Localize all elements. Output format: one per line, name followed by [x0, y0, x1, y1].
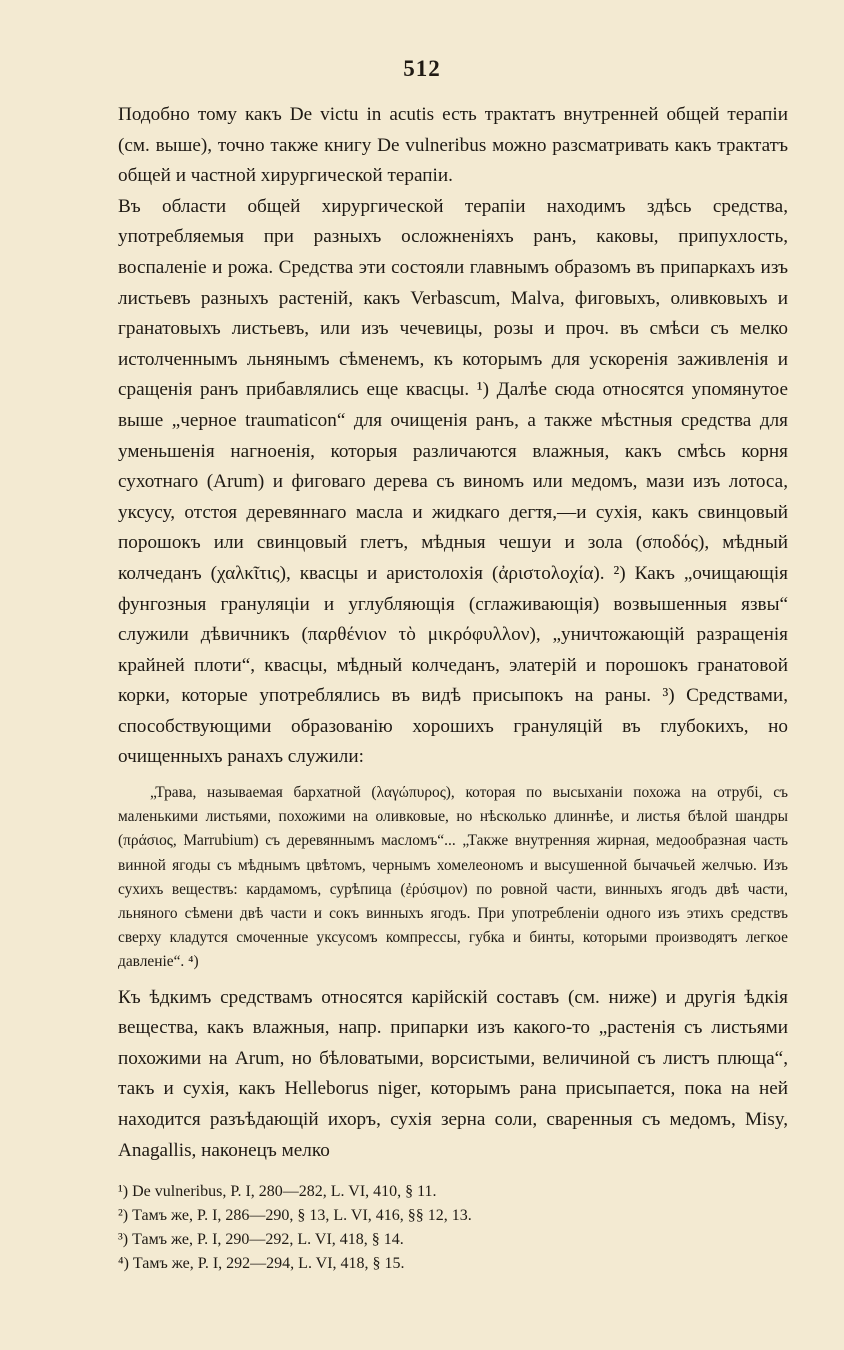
paragraph: Подобно тому какъ De victu in acutis есть трактатъ внутренней общей терапіи (см. выше), точно также книгу De vulneribus можно разсматривать какъ трактатъ общей и частной хирургической терапіи.	[118, 104, 788, 187]
page-number: 512	[403, 56, 441, 81]
footnote: ¹) De vulneribus, P. I, 280—282, L. VI, 410, § 11.	[118, 1183, 437, 1200]
paragraph: Въ области общей хирургической терапіи находимъ здѣсь средства, употребляемыя при разныхъ осложненіяхъ ранъ, каковы, припухлость, воспаленіе и рожа. Средства эти состояли главнымъ образомъ въ припаркахъ изъ листьевъ разныхъ растеній, какъ Verbascum, Malva, фиговыхъ, оливковыхъ и гранатовыхъ листьевъ, или изъ чечевицы, розы и проч. въ смѣси съ мелко истолченнымъ льнянымъ сѣменемъ, къ которымъ для ускоренія заживленія и сращенія ранъ прибавлялись еще квасцы. ¹) Далѣе сюда относятся упомянутое выше „черное traumaticon“ для очищенія ранъ, а также мѣстныя средства для уменьшенія нагноенія, которыя различаются влажныя, какъ смѣсь корня сухотнаго (Arum) и фиговаго дерева съ виномъ или медомъ, мази изъ лотоса, уксусу, отстоя деревяннаго масла и жидкаго дегтя,—и сухія, какъ свинцовый порошокъ или свинцовый глетъ, мѣдныя чешуи и зола (σποδός), мѣдный колчеданъ (χαλκῖτις), квасцы и аристолохія (ἀριστολοχία). ²) Какъ „очищающія фунгозныя грануляціи и углубляющія (сглаживающія) возвышенныя язвы“ служили дѣвичникъ (παρθένιον τὸ μικρόφυλλον), „уничтожающій разращенія крайней плоти“, квасцы, мѣдный колчеданъ, элатерій и порошокъ гранатовой корки, которые употреблялись въ видѣ присыпокъ на раны. ³) Средствами, способствующими образованію хорошихъ грануляцій въ глубокихъ, но очищенныхъ ранахъ служили:	[118, 195, 788, 768]
footnote: ²) Тамъ же, P. I, 286—290, § 13, L. VI, 416, §§ 12, 13.	[118, 1207, 472, 1224]
footnote: ⁴) Тамъ же, P. I, 292—294, L. VI, 418, § 15.	[118, 1255, 405, 1272]
footnote: ³) Тамъ же, P. I, 290—292, L. VI, 418, § 14.	[118, 1231, 404, 1248]
footnotes	[118, 1180, 788, 1276]
block-quote: „Трава, называемая бархатной (λαγώπυρος), которая по высыханіи похожа на отрубі, съ маленькими листьями, похожими на оливковые, но нѣсколько длиннѣе, и листья бѣлой шандры (πράσιος, Marrubium) съ деревяннымъ масломъ“... „Также внутренняя жирная, медообразная часть винной ягоды съ мѣднымъ цвѣтомъ, чернымъ хомелеономъ и высушенной бычачьей желчью. Изъ сухихъ веществъ: кардамомъ, сурѣпица (ἐρύσιμον) по ровной части, винныхъ ягодъ двѣ части, льняного сѣмени двѣ части и сокъ винныхъ ягодъ. При употребленіи одного изъ этихъ средствъ сверху кладутся смоченные уксусомъ компрессы, губка и бинты, которыми производятъ легкое давленіе“. ⁴)	[118, 784, 788, 971]
paragraph: Къ ѣдкимъ средствамъ относятся карійскій составъ (см. ниже) и другія ѣдкія вещества, какъ влажныя, напр. припарки изъ какого-то „растенія съ листьями похожими на Arum, но бѣловатыми, ворсистыми, величиной съ листъ плюща“, такъ и сухія, какъ Helleborus niger, которымъ рана присыпается, пока на ней находится разъѣдающій ихоръ, сухія зерна соли, сваренныя съ медомъ, Misy, Anagallis, наконецъ мелко	[118, 986, 788, 1161]
body-text	[118, 100, 788, 1166]
